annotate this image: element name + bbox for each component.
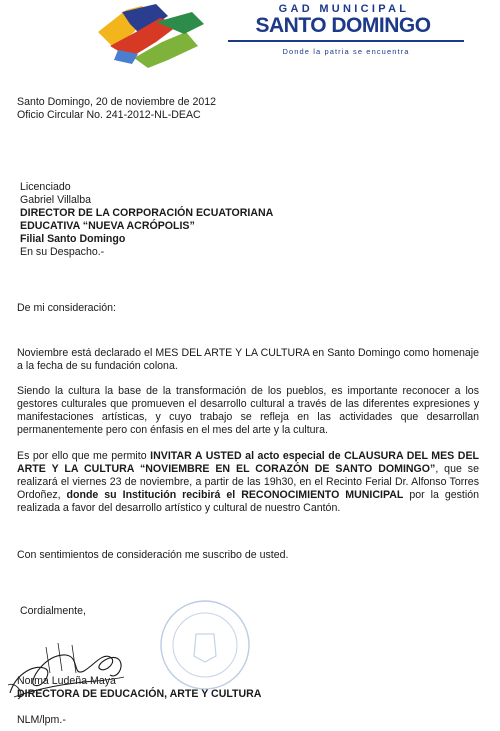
signer-title: DIRECTORA DE EDUCACIÓN, ARTE Y CULTURA xyxy=(17,688,262,700)
paragraph-1: Noviembre está declarado el MES DEL ARTE Y LA CULTURA en Santo Domingo como homenaje a la fecha de su fundación colona. xyxy=(17,347,479,372)
brand-top-line: GAD MUNICIPAL xyxy=(278,3,410,15)
place-date: Santo Domingo, 20 de noviembre de 2012 xyxy=(17,96,217,108)
greeting: De mi consideración: xyxy=(17,302,116,314)
signer-name: Norma Ludeña Maya xyxy=(17,675,116,687)
recipient-office: En su Despacho.- xyxy=(20,246,105,258)
p3-text-2: , que se realizará el viernes 23 de noviembre, a partir de las 19h30, en el Recinto Ferial Dr. Alfonso Torres Ordoñez, xyxy=(17,463,479,501)
p3-bold-2: donde su Institución recibirá el RECONOCIMIENTO MUNICIPAL xyxy=(66,489,404,501)
recipient-position-2: EDUCATIVA “NUEVA ACRÓPOLIS” xyxy=(20,220,195,232)
paragraph-2: Siendo la cultura la base de la transformación de los pueblos, es importante reconocer a los gestores culturales que promueven el desarrollo cultural a través de las diferentes expresiones y manifestaciones artísticas, y cuyo trabajo se refleja en las actividades que desarrollan permanentemente pero con énfasis en el mes del arte y la cultura. xyxy=(17,385,479,436)
p3-bold-1: INVITAR A USTED al acto especial de CLAUSURA DEL MES DEL ARTE Y LA CULTURA “NOVIEMBRE EN EL CORAZÓN DE SANTO DOMINGO” xyxy=(17,450,479,475)
p3-text-3: por la gestión realizada a favor del desarrollo artístico y cultural de nuestro Cantón. xyxy=(17,489,479,514)
reference-number: Oficio Circular No. 241-2012-NL-DEAC xyxy=(17,109,201,121)
closing: Con sentimientos de consideración me suscribo de usted. xyxy=(17,549,289,561)
initials: NLM/lpm.- xyxy=(17,714,66,726)
municipality-logo-icon xyxy=(96,2,208,72)
recipient-title: Licenciado xyxy=(20,181,71,193)
brand-divider xyxy=(228,40,464,42)
recipient-position-1: DIRECTOR DE LA CORPORACIÓN ECUATORIANA xyxy=(20,207,274,219)
recipient-name: Gabriel Villalba xyxy=(20,194,92,206)
paragraph-3 xyxy=(17,450,479,515)
recipient-branch: Filial Santo Domingo xyxy=(20,233,126,245)
brand-tagline: Donde la patria se encuentra xyxy=(282,47,410,56)
farewell: Cordialmente, xyxy=(20,605,86,617)
p3-text-1: Es por ello que me permito xyxy=(17,450,151,462)
brand-name: SANTO DOMINGO xyxy=(255,14,431,37)
